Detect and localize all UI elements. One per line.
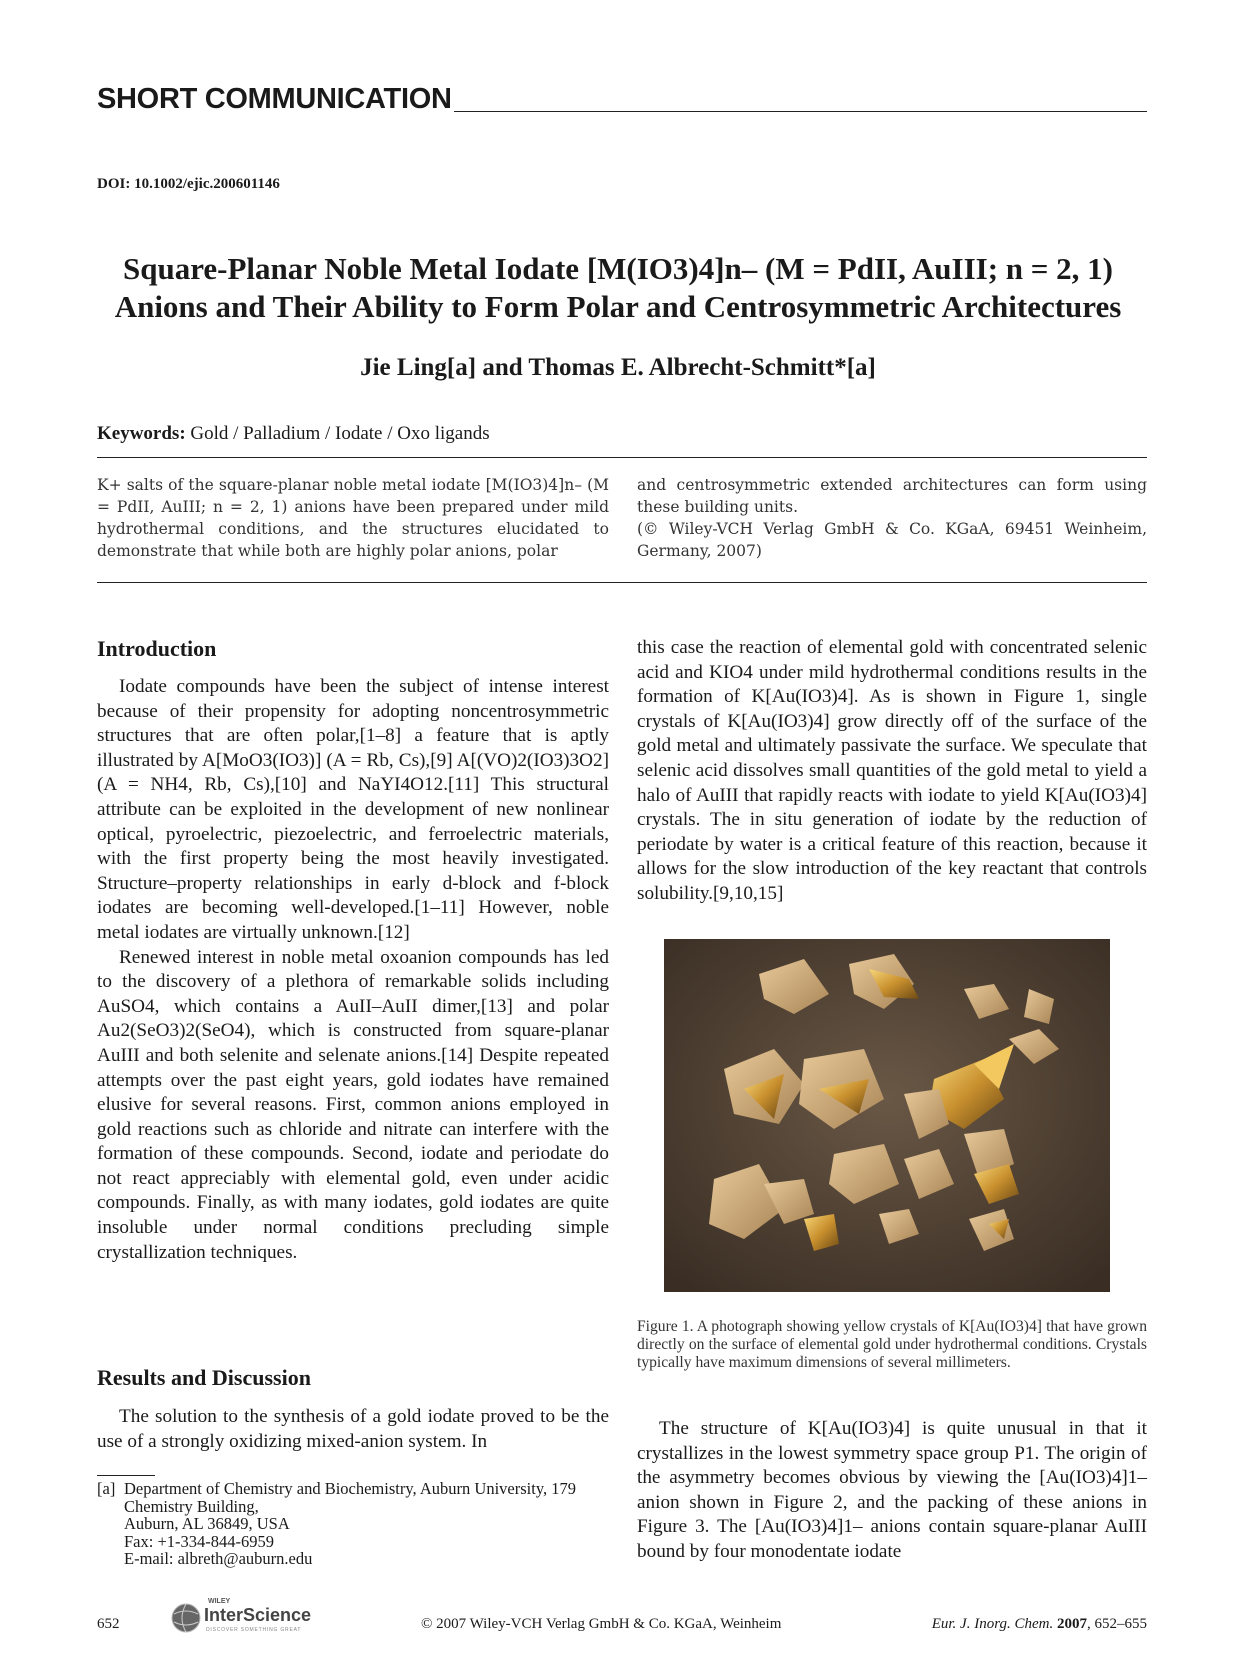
- abstract-right: and centrosymmetric extended architectures can form using these building units. (© Wiley-VCH Verlag GmbH & Co. KGaA, 69451 Weinheim, Germany, 2007): [637, 476, 1147, 560]
- article-title-line-2: Anions and Their Ability to Form Polar and Centrosymmetric Architectures: [114, 289, 1122, 324]
- keywords: Keywords: Gold / Palladium / Iodate / Oxo ligands: [97, 423, 490, 444]
- divider: [97, 582, 1147, 583]
- right-column-text: this case the reaction of elemental gold with concentrated selenic acid and KIO4 under mild hydrothermal conditions results in the formation of K[Au(IO3)4]. As is shown in Figure 1, single crystals of K[Au(IO3)4] grow directly off of the surface of the gold metal and ultimately passivate the surface. We speculate that selenic acid dissolves small quantities of the gold metal to yield a halo of AuIII that rapidly reacts with iodate to yield K[Au(IO3)4] crystals. The in situ generation of iodate by the reduction of periodate by water is a critical feature of this reaction, because it allows for the slow introduction of the key reactant that controls solubility.[9,10,15]: [637, 637, 1147, 904]
- introduction-heading: Introduction: [97, 636, 217, 661]
- journal-citation: Eur. J. Inorg. Chem. 2007, 652–655: [931, 1616, 1147, 1632]
- results-heading: Results and Discussion: [97, 1365, 311, 1390]
- figure-1-caption: Figure 1. A photograph showing yellow crystals of K[Au(IO3)4] that have grown directly on the surface of elemental gold under hydrothermal conditions. Crystals typically have maximum dimensions of several millimeters.: [637, 1318, 1147, 1371]
- wiley-interscience-logo: WILEY InterScience DISCOVER SOMETHING GREAT: [168, 1598, 338, 1638]
- footnote-rule: [97, 1475, 155, 1476]
- footnote: [a] Department of Chemistry and Biochemistry, Auburn University, 179 Chemistry Building, Auburn, AL 36849, USA Fax: +1-334-844-6959 E-mail: albreth@auburn.edu: [97, 1479, 576, 1568]
- doi: DOI: 10.1002/ejic.200601146: [97, 176, 280, 192]
- right-column-text-2: The structure of K[Au(IO3)4] is quite unusual in that it crystallizes in the lowest symmetry space group P1. The origin of the asymmetry becomes obvious by viewing the [Au(IO3)4]1– anion shown in Figure 2, and the packing of these anions in Figure 3. The [Au(IO3)4]1– anions contain square-planar AuIII bound by four monodentate iodate: [637, 1418, 1147, 1562]
- divider: [97, 457, 1147, 458]
- globe-icon: [168, 1600, 204, 1636]
- crystal-photo: [664, 939, 1110, 1292]
- introduction-text: Iodate compounds have been the subject of intense interest because of their propensity for adopting noncentrosymmetric structures that are often polar,[1–8] a feature that is aptly illustrated by A[MoO3(IO3)] (A = Rb, Cs),[9] A[(VO)2(IO3)3O2] (A = NH4, Rb, Cs),[10] and NaYI4O12.[11] This structural attribute can be exploited in the development of new nonlinear optical, pyroelectric, piezoelectric, and ferroelectric materials, with the first property being the most heavily investigated. Structure–property relationships in early d-block and f-block iodates are becoming well-developed.[1–11] However, noble metal iodates are virtually unknown.[12] Renewed interest in noble metal oxoanion compounds has led to the discovery of a plethora of remarkable solids including AuSO4, which contains a AuII–AuII dimer,[13] and polar Au2(SeO3)2(SeO4), which is constructed from square-planar AuIII and both selenite and selenate anions.[14] Despite repeated attempts over the past eight years, gold iodates have remained elusive for several reasons. First, common anions employed in gold reactions such as chloride and nitrate can interfere with the formation of these compounds. Second, iodate and periodate do not react appreciably with elemental gold, even under acidic compounds. Finally, as with many iodates, gold iodates are quite insoluble under normal conditions precluding simple crystallization techniques.: [97, 676, 609, 1263]
- authors: Jie Ling[a] and Thomas E. Albrecht-Schmitt*[a]: [360, 354, 876, 381]
- copyright: © 2007 Wiley-VCH Verlag GmbH & Co. KGaA, Weinheim: [421, 1616, 782, 1632]
- abstract-left: K+ salts of the square-planar noble metal iodate [M(IO3)4]n– (M = PdII, AuIII; n = 2, 1) anions have been prepared under mild hydrothermal conditions, and the structures elucidated to demonstrate that while both are highly polar anions, polar: [97, 476, 609, 560]
- results-text: The solution to the synthesis of a gold iodate proved to be the use of a strongly oxidizing mixed-anion system. In: [97, 1406, 609, 1452]
- page-number: 652: [97, 1616, 120, 1632]
- article-title-line-1: Square-Planar Noble Metal Iodate [M(IO3)4]n– (M = PdII, AuIII; n = 2, 1): [122, 251, 1114, 286]
- section-label: SHORT COMMUNICATION: [97, 80, 1147, 114]
